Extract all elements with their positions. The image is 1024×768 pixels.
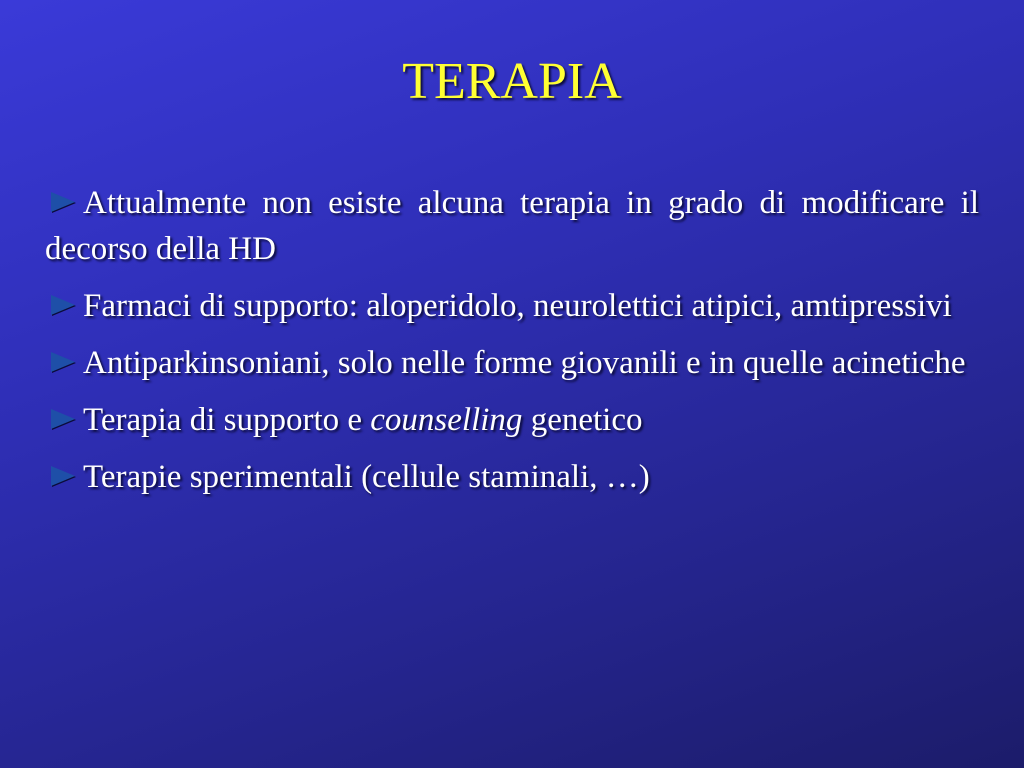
bullet-item bbox=[45, 283, 979, 329]
triangle-right-icon bbox=[51, 295, 75, 315]
bullet-list bbox=[45, 180, 979, 511]
bullet-text: Terapie sperimentali (cellule staminali, …) bbox=[83, 459, 650, 495]
bullet-text: Farmaci di supporto: aloperidolo, neurolettici atipici, amtipressivi bbox=[83, 288, 952, 324]
slide-title: TERAPIA bbox=[402, 53, 622, 110]
triangle-right-icon bbox=[51, 466, 75, 486]
bullet-item bbox=[45, 180, 979, 272]
bullet-item bbox=[45, 340, 979, 386]
triangle-right-icon bbox=[51, 352, 75, 372]
bullet-text: Attualmente non esiste alcuna terapia in grado di modificare il decorso della HD bbox=[45, 185, 979, 267]
triangle-right-icon bbox=[51, 192, 75, 212]
bullet-item bbox=[45, 454, 979, 500]
bullet-text-italic: counselling bbox=[370, 402, 523, 438]
triangle-right-icon bbox=[51, 409, 75, 429]
bullet-item bbox=[45, 397, 979, 443]
bullet-text-before: Terapia di supporto e bbox=[83, 402, 371, 438]
bullet-text-after: genetico bbox=[522, 402, 643, 438]
bullet-text: Antiparkinsoniani, solo nelle forme giovanili e in quelle acinetiche bbox=[83, 345, 966, 381]
